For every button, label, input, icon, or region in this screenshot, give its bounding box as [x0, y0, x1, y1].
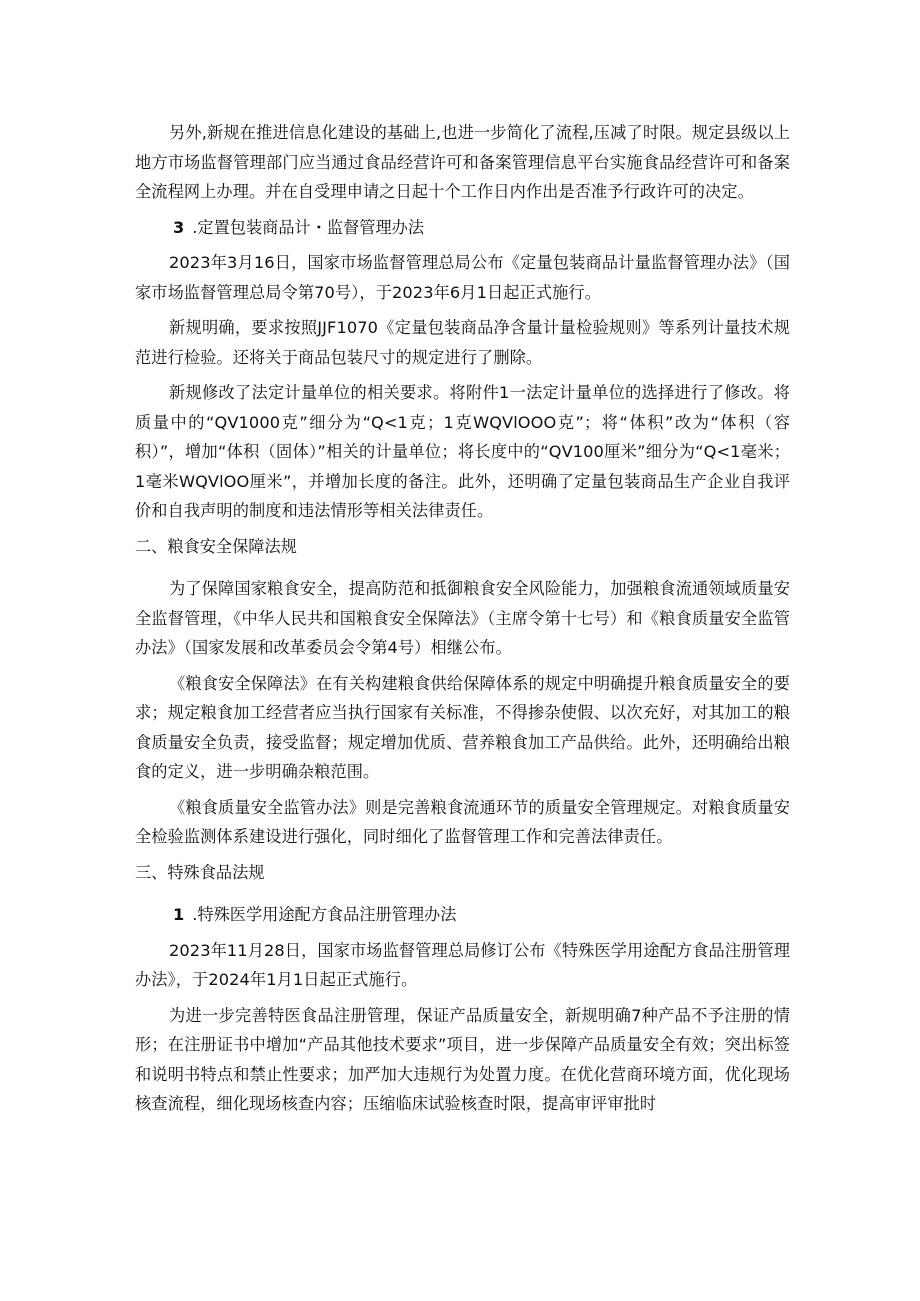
subheading-number: 1: [173, 905, 185, 924]
paragraph-measure-publication: 2023年3月16日，国家市场监督管理总局公布《定量包装商品计量监督管理办法》（国家市场监督管理总局令第70号），于2023年6月1日起正式施行。: [135, 253, 790, 302]
paragraph-measure-inspection: 新规明确，要求按照JJF1070《定量包装商品净含量计量检验规则》等系列计量技术规范进行检验。还将关于商品包装尺寸的规定进行了删除。: [135, 318, 790, 367]
section-heading-grain-safety: 二、粮食安全保障法规: [135, 536, 297, 556]
paragraph-measure-units: 新规修改了法定计量单位的相关要求。将附件1一法定计量单位的选择进行了修改。将质量中的“QV1000克”细分为“Q<1克；1克WQVlOOO克”；将“体积”改为“体积（容积）”，增加“体积（固体）”相关的计量单位；将长度中的“QV100厘米”细分为“Q<1毫米；1毫米WQVlOO厘米”，并增加长度的备注。此外，还明确了定量包装商品生产企业自我评价和自我声明的制度和违法情形等相关法律责任。: [135, 383, 790, 520]
paragraph-grain-supervision: 《粮食质量安全监管办法》则是完善粮食流通环节的质量安全管理规定。对粮食质量安全检验监测体系建设进行强化，同时细化了监督管理工作和完善法律责任。: [135, 797, 790, 846]
subheading-text: .定置包装商品计・监督管理办法: [192, 217, 425, 237]
subheading-text: .特殊医学用途配方食品注册管理办法: [192, 905, 457, 924]
subheading-special-medical-food: [135, 900, 790, 930]
paragraph-info-simplification: 另外,新规在推进信息化建设的基础上,也进一步简化了流程,压减了时限。规定县级以上地方市场监督管理部门应当通过食品经营许可和备案管理信息平台实施食品经营许可和备案全流程网上办理。并在自受理申请之日起十个工作日内作出是否准予行政许可的决定。: [135, 123, 790, 201]
subheading-number: 3: [173, 217, 185, 237]
document-page: [135, 118, 790, 1125]
paragraph-grain-law: 《粮食安全保障法》在有关构建粮食供给保障体系的规定中明确提升粮食质量安全的要求；规定粮食加工经营者应当执行国家有关标准，不得掺杂使假、以次充好，对其加工的粮食质量安全负责，接受监督；规定增加优质、营养粮食加工产品供给。此外，还明确给出粮食的定义，进一步明确杂粮范围。: [135, 673, 790, 781]
paragraph-grain-intro: 为了保障国家粮食安全，提高防范和抵御粮食安全风险能力，加强粮食流通领域质量安全监督管理，《中华人民共和国粮食安全保障法》（主席令第十七号）和《粮食质量安全监管办法》（国家发展和改革委员会令第4号）相继公布。: [135, 579, 790, 657]
paragraph-medical-publication: 2023年11月28日，国家市场监督管理总局修订公布《特殊医学用途配方食品注册管理办法》，于2024年1月1日起正式施行。: [135, 940, 790, 989]
section-heading-special-food: 三、特殊食品法规: [135, 862, 265, 882]
paragraph-medical-details: 为进一步完善特医食品注册管理，保证产品质量安全，新规明确7种产品不予注册的情形；在注册证书中增加“产品其他技术要求”项目，进一步保障产品质量安全有效；突出标签和说明书特点和禁止性要求；加严加大违规行为处置力度。在优化营商环境方面，优化现场核查流程，细化现场核查内容；压缩临床试验核查时限，提高审评审批时: [135, 1005, 790, 1113]
subheading-prepackaged-measurement: [135, 213, 790, 243]
